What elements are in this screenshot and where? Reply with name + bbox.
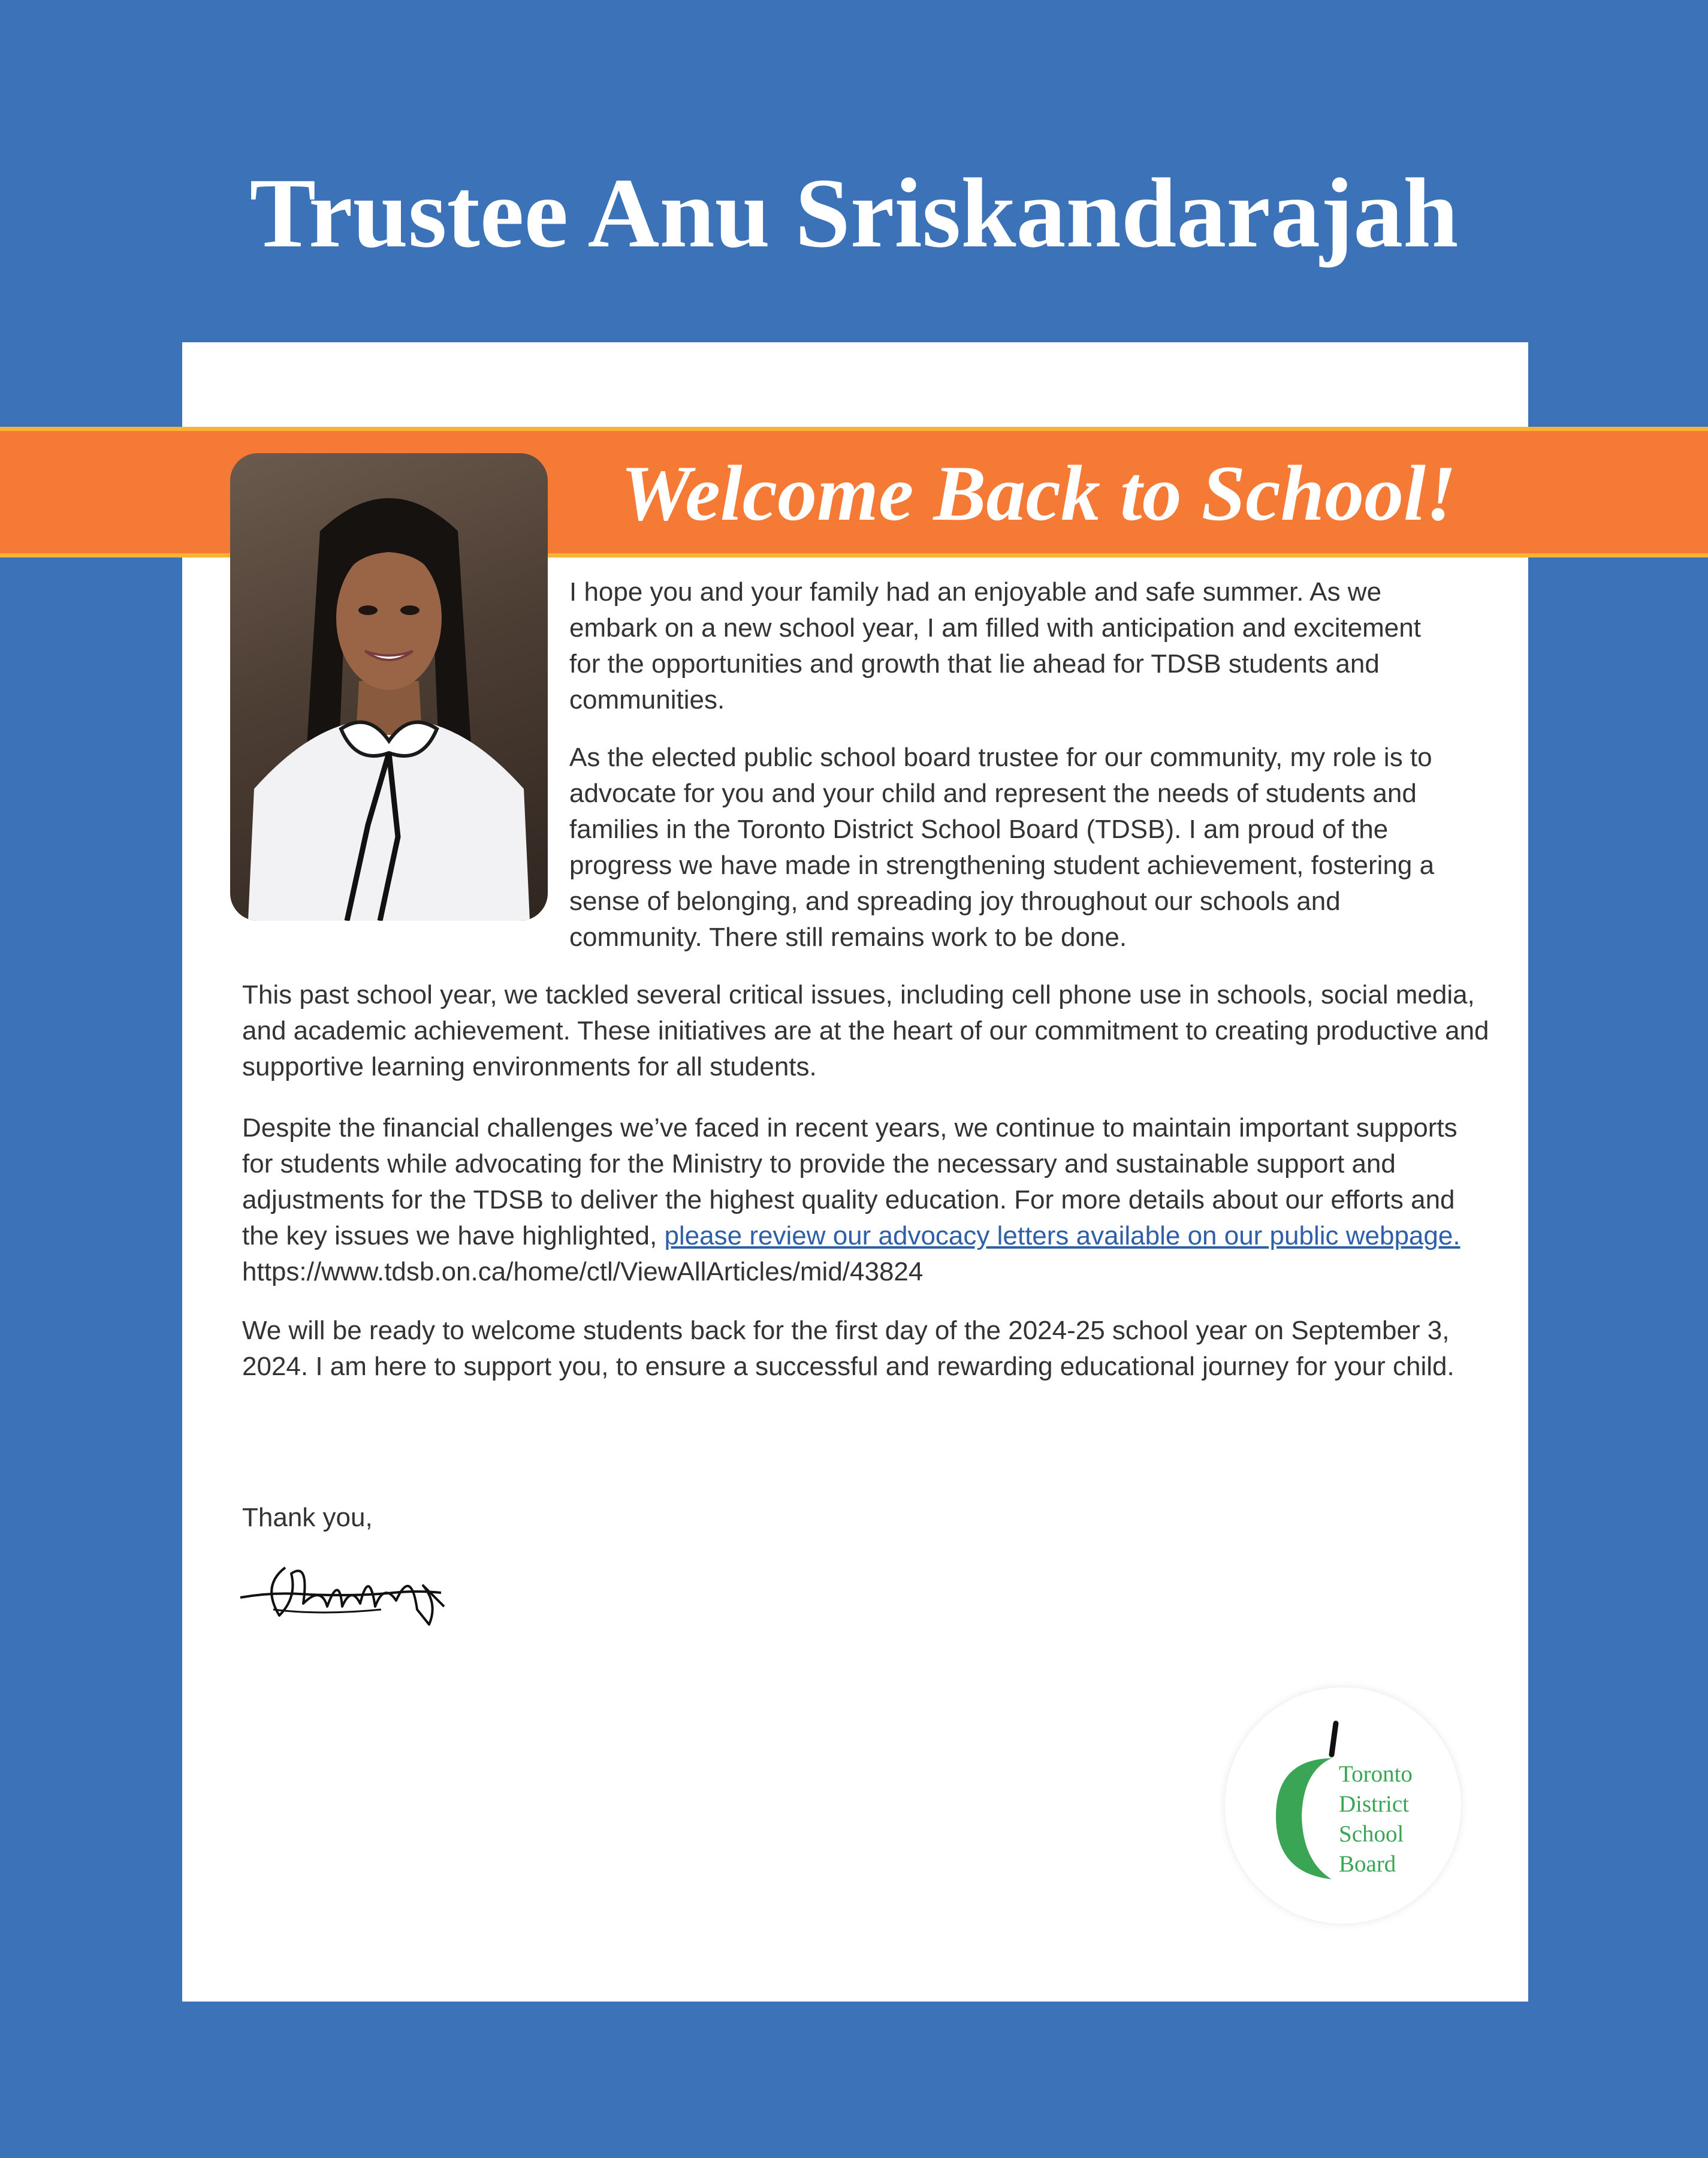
logo-line-board: Board	[1339, 1851, 1396, 1877]
logo-line-school: School	[1339, 1821, 1404, 1847]
welcome-banner-text: Welcome Back to School!	[620, 449, 1457, 537]
paragraph-past-year: This past school year, we tackled several critical issues, including cell phone use in schools, social media, and academic achievement. These initiatives are at the heart of our commitment to creating productive and supportive learning environments for all students.	[242, 980, 1489, 1081]
page-title: Trustee Anu Sriskandarajah	[249, 158, 1459, 268]
closing-text: Thank you,	[242, 1503, 373, 1532]
signature-image	[237, 1550, 453, 1633]
paragraph-advocacy	[242, 1110, 1495, 1290]
paragraph-intro: I hope you and your family had an enjoyable and safe summer. As we embark on a new school year, I am filled with anticipation and excitement for the opportunities and growth that lie ahead for TDSB students and communities.	[569, 577, 1421, 715]
advocacy-letters-link[interactable]: please review our advocacy letters available on our public webpage.	[664, 1221, 1460, 1250]
advocacy-url: https://www.tdsb.on.ca/home/ctl/ViewAllArticles/mid/43824	[242, 1257, 924, 1286]
logo-line-toronto: Toronto	[1339, 1761, 1413, 1787]
tdsb-logo	[1225, 1687, 1461, 1924]
logo-wordmark	[1339, 1759, 1413, 1879]
advocacy-text: Despite the financial challenges we’ve faced in recent years, we continue to maintain important supports for students while advocating for the Ministry to provide the necessary and sustainable support and adjustments for the TDSB to deliver the highest quality education. For more details about our efforts and the key issues we have highlighted,	[242, 1113, 1457, 1250]
logo-line-district: District	[1339, 1791, 1409, 1817]
trustee-photo	[230, 453, 548, 921]
paragraph-role: As the elected public school board trustee for our community, my role is to advocate for you and your child and represent the needs of students and families in the Toronto District School Board (TDSB). I am proud of the progress we have made in strengthening student achievement, fostering a sense of belonging, and spreading joy throughout our schools and community. There still remains work to be done.	[569, 743, 1435, 952]
portrait-illustration	[230, 453, 548, 921]
paragraph-welcome: We will be ready to welcome students back for the first day of the 2024-25 school year on September 3, 2024. I am here to support you, to ensure a successful and rewarding educational journey for your child.	[242, 1316, 1454, 1381]
